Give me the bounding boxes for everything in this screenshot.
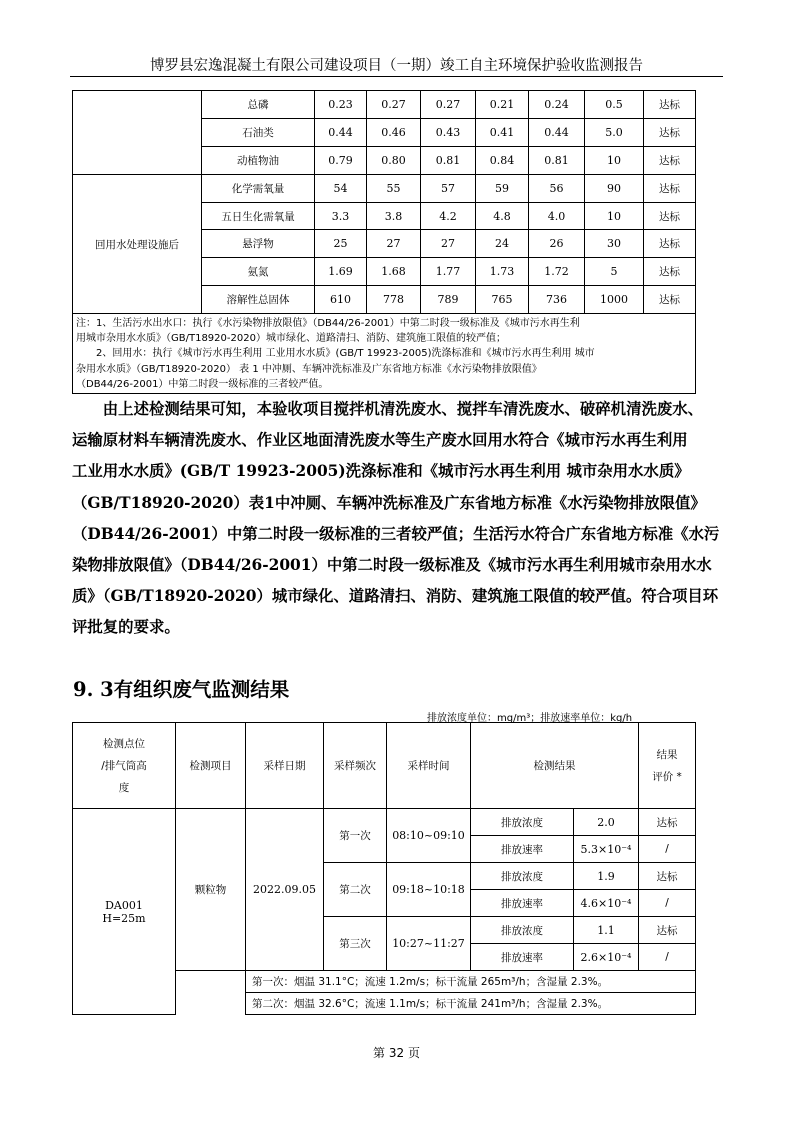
header-rule (70, 76, 723, 77)
item-cell: 石油类 (202, 119, 315, 147)
limit-cell: 0.5 (585, 91, 644, 119)
value-cell: 4.8 (476, 203, 529, 230)
value-cell: 610 (315, 286, 367, 314)
value-cell: 4.0 (529, 203, 585, 230)
header-point-line: /排气筒高 (101, 759, 147, 772)
result-cell: 达标 (644, 286, 696, 314)
conc-value: 1.1 (574, 917, 639, 944)
header-item: 检测项目 (176, 723, 246, 809)
limit-cell: 5 (585, 258, 644, 286)
sample-frequency: 第二次 (324, 863, 387, 917)
rate-value: 4.6×10⁻⁴ (574, 890, 639, 917)
sample-frequency: 第三次 (324, 917, 387, 971)
paragraph-line: 由上述检测结果可知，本验收项目搅拌机清洗废水、搅拌车清洗废水、破碎机清洗废水、 (72, 400, 704, 418)
value-cell: 1.77 (421, 258, 476, 286)
group-cell (73, 147, 202, 175)
note-line: 注：1、生活污水出水口：执行《水污染物排放限值》（DB44/26-2001）中第二时段一级标准及《城市污水再生利 (76, 318, 580, 329)
group-label: 回用水处理设施后 (73, 175, 202, 314)
value-cell: 0.43 (421, 119, 476, 147)
value-cell: 765 (476, 286, 529, 314)
result-cell: 达标 (644, 203, 696, 230)
rate-value: 5.3×10⁻⁴ (574, 836, 639, 863)
note-line: 杂用水水质》（GB/T18920-2020） 表 1 中冲厕、车辆冲洗标准及广东省地方标准《水污染物排放限值》 (76, 363, 542, 375)
table-note (73, 314, 696, 394)
rate-label: 排放速率 (471, 890, 574, 917)
table-row (73, 147, 696, 175)
paragraph-line: 染物排放限值》（DB44/26-2001）中第二时段一级标准及《城市污水再生利用城市杂用水水 (72, 556, 712, 575)
value-cell: 1.72 (529, 258, 585, 286)
value-cell: 26 (529, 230, 585, 258)
conclusion-paragraph (72, 394, 724, 644)
value-cell: 0.44 (315, 119, 367, 147)
result-cell: 达标 (644, 91, 696, 119)
value-cell: 27 (421, 230, 476, 258)
value-cell: 24 (476, 230, 529, 258)
value-cell: 0.21 (476, 91, 529, 119)
value-cell: 0.27 (421, 91, 476, 119)
paragraph-line: （GB/T18920-2020）表1中冲厕、车辆冲洗标准及广东省地方标准《水污染物排放限值》 (72, 493, 706, 512)
monitoring-point (73, 809, 176, 1015)
rate-eval: / (639, 836, 696, 863)
header-frequency: 采样频次 (324, 723, 387, 809)
value-cell: 55 (367, 175, 421, 203)
item-cell: 氨氮 (202, 258, 315, 286)
value-cell: 3.3 (315, 203, 367, 230)
value-cell: 54 (315, 175, 367, 203)
conc-value: 2.0 (574, 809, 639, 836)
header-evaluation-line: 评价 * (652, 770, 682, 783)
paragraph-line: 运输原材料车辆清洗废水、作业区地面清洗废水等生产废水回用水符合《城市污水再生利用 (72, 431, 688, 450)
table-header-row (73, 723, 696, 809)
conc-label: 排放浓度 (471, 917, 574, 944)
water-results-table (72, 90, 696, 394)
rate-label: 排放速率 (471, 944, 574, 971)
section-title: 9. 3有组织废气监测结果 (73, 678, 290, 701)
table-note-row (73, 314, 696, 394)
table-row (73, 91, 696, 119)
item-cell: 总磷 (202, 91, 315, 119)
conc-label: 排放浓度 (471, 809, 574, 836)
table-row (73, 809, 696, 836)
rate-eval: / (639, 944, 696, 971)
conc-label: 排放浓度 (471, 863, 574, 890)
note-line: 2、回用水：执行《城市污水再生利用 工业用水水质》(GB/T 19923-2005)洗涤标准和《城市污水再生利用 城市 (76, 348, 595, 360)
item-cell: 动植物油 (202, 147, 315, 175)
header-evaluation (639, 723, 696, 809)
limit-cell: 10 (585, 203, 644, 230)
item-cell: 化学需氧量 (202, 175, 315, 203)
value-cell: 0.80 (367, 147, 421, 175)
value-cell: 736 (529, 286, 585, 314)
value-cell: 56 (529, 175, 585, 203)
item-cell: 溶解性总固体 (202, 286, 315, 314)
value-cell: 1.73 (476, 258, 529, 286)
limit-cell: 10 (585, 147, 644, 175)
rate-eval: / (639, 890, 696, 917)
conc-eval: 达标 (639, 917, 696, 944)
limit-cell: 1000 (585, 286, 644, 314)
value-cell: 0.81 (421, 147, 476, 175)
value-cell: 0.79 (315, 147, 367, 175)
value-cell: 778 (367, 286, 421, 314)
point-id: DA001 (105, 898, 143, 912)
result-cell: 达标 (644, 258, 696, 286)
header-evaluation-line: 结果 (656, 748, 678, 761)
note-line: （DB44/26-2001）中第二时段一级标准的三者较严值。 (76, 378, 329, 390)
value-cell: 0.84 (476, 147, 529, 175)
result-cell: 达标 (644, 119, 696, 147)
paragraph-line: （DB44/26-2001）中第二时段一级标准的三者较严值；生活污水符合广东省地方标准《水污 (72, 524, 720, 543)
value-cell: 0.27 (367, 91, 421, 119)
paragraph-line: 评批复的要求。 (72, 618, 180, 637)
result-cell: 达标 (644, 175, 696, 203)
value-cell: 1.69 (315, 258, 367, 286)
sample-time: 08:10~09:10 (387, 809, 471, 863)
note-line: 用城市杂用水水质》（GB/T18920-2020）城市绿化、道路清扫、消防、建筑施工限值的较严值； (76, 333, 506, 345)
item-cell: 五日生化需氧量 (202, 203, 315, 230)
conc-value: 1.9 (574, 863, 639, 890)
value-cell: 57 (421, 175, 476, 203)
value-cell: 4.2 (421, 203, 476, 230)
conc-eval: 达标 (639, 863, 696, 890)
report-header: 博罗县宏逸混凝土有限公司建设项目（一期）竣工自主环境保护验收监测报告 (150, 58, 643, 74)
result-cell: 达标 (644, 230, 696, 258)
rate-value: 2.6×10⁻⁴ (574, 944, 639, 971)
point-height: H=25m (102, 911, 146, 925)
result-cell: 达标 (644, 147, 696, 175)
sampling-date: 2022.09.05 (246, 809, 324, 971)
value-cell: 0.23 (315, 91, 367, 119)
limit-cell: 90 (585, 175, 644, 203)
rate-label: 排放速率 (471, 836, 574, 863)
value-cell: 0.46 (367, 119, 421, 147)
value-cell: 789 (421, 286, 476, 314)
unit-note: 排放浓度单位：mg/m³；排放速率单位：kg/h (427, 713, 633, 724)
page-number: 第 32 页 (373, 1046, 420, 1060)
sample-time: 09:18~10:18 (387, 863, 471, 917)
header-time: 采样时间 (387, 723, 471, 809)
header-point-line: 度 (118, 781, 130, 794)
limit-cell: 5.0 (585, 119, 644, 147)
sample-frequency: 第一次 (324, 809, 387, 863)
group-cell (73, 119, 202, 147)
header-result: 检测结果 (471, 723, 639, 809)
value-cell: 0.44 (529, 119, 585, 147)
header-point-line: 检测点位 (103, 737, 145, 750)
condition-text: 第二次：烟温 32.6°C；流速 1.1m/s；标干流量 241m³/h；含湿量 2.3%。 (246, 993, 696, 1015)
test-item: 颗粒物 (176, 809, 246, 971)
table-row (73, 175, 696, 203)
conc-eval: 达标 (639, 809, 696, 836)
value-cell: 3.8 (367, 203, 421, 230)
header-date: 采样日期 (246, 723, 324, 809)
exhaust-gas-table (72, 722, 696, 1015)
value-cell: 27 (367, 230, 421, 258)
condition-text: 第一次：烟温 31.1°C；流速 1.2m/s；标干流量 265m³/h；含湿量 2.3%。 (246, 971, 696, 993)
value-cell: 1.68 (367, 258, 421, 286)
item-cell: 悬浮物 (202, 230, 315, 258)
sample-time: 10:27~11:27 (387, 917, 471, 971)
table-row (73, 119, 696, 147)
header-point (73, 723, 176, 809)
value-cell: 0.24 (529, 91, 585, 119)
condition-spacer (176, 971, 246, 1015)
limit-cell: 30 (585, 230, 644, 258)
value-cell: 0.81 (529, 147, 585, 175)
group-cell (73, 91, 202, 119)
value-cell: 59 (476, 175, 529, 203)
value-cell: 0.41 (476, 119, 529, 147)
paragraph-line: 质》（GB/T18920-2020）城市绿化、道路清扫、消防、建筑施工限值的较严值。符合项目环 (72, 587, 719, 606)
paragraph-line: 工业用水水质》(GB/T 19923-2005)洗涤标准和《城市污水再生利用 城市杂用水水质》 (72, 462, 690, 481)
value-cell: 25 (315, 230, 367, 258)
